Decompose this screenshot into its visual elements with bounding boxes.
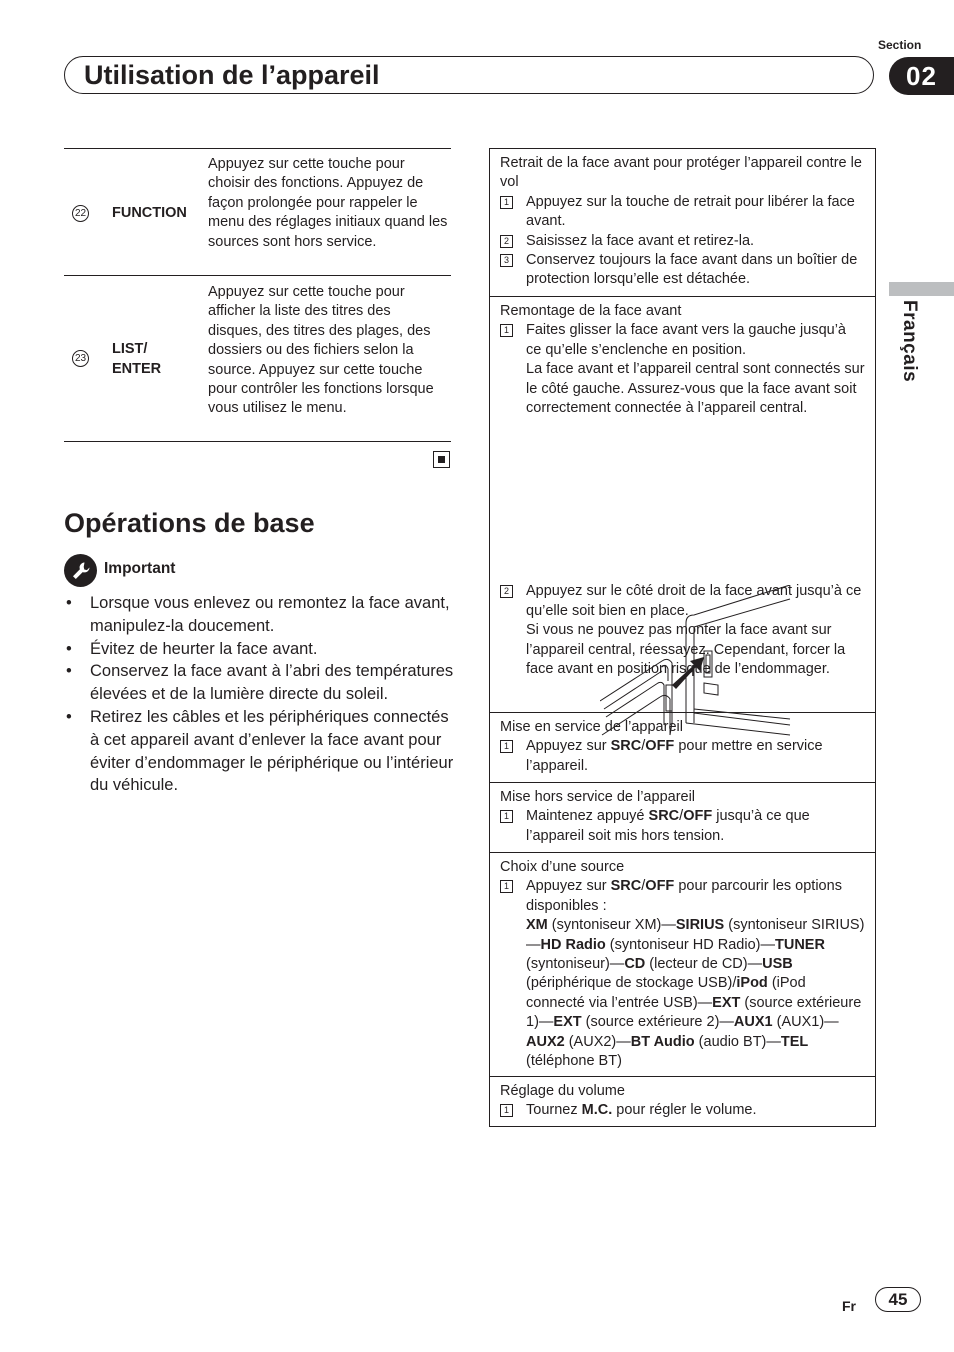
source-desc: (syntoniseur SIRIUS)—	[526, 917, 865, 953]
procedure-power-off	[489, 782, 876, 852]
section-label: Section	[878, 38, 922, 52]
step-text: pour parcourir les options disponibles :	[526, 878, 842, 914]
procedure-step	[500, 251, 865, 290]
source-desc: (syntoniseur)—	[526, 956, 625, 973]
step-text: Maintenez appuyé	[526, 808, 649, 825]
procedure-step	[500, 232, 865, 251]
table-rule	[489, 1126, 876, 1127]
step-number: 1	[500, 740, 513, 753]
source-name: iPod	[736, 975, 768, 992]
procedure-title: Réglage du volume	[500, 1083, 625, 1099]
key-description: Appuyez sur cette touche pour choisir des fonctions. Appuyez de façon prolongée pour rappeler le menu des réglages initiaux quand les sources sont hors service.	[208, 156, 448, 250]
step-text: jusqu’à ce que l’appareil soit mis hors tension.	[526, 808, 810, 844]
key-name: LIST/ ENTER	[112, 341, 162, 377]
procedure-step	[500, 1101, 865, 1120]
source-desc: (syntoniseur XM)—	[547, 917, 676, 934]
page-title: Utilisation de l’appareil	[84, 60, 380, 90]
source-name: EXT	[712, 994, 741, 1011]
source-desc: (téléphone BT)	[526, 1053, 622, 1070]
key-description: Appuyez sur cette touche pour afficher la liste des titres des disques, des titres des plages, des dossiers ou des fichiers selon la source. Appuyez sur cette touche pour contrôler les fonctions lorsque vous utilisez le menu.	[208, 284, 434, 417]
procedure-step	[500, 193, 865, 232]
source-desc: (audio BT)—	[694, 1033, 781, 1050]
source-name: AUX2	[526, 1033, 565, 1050]
source-desc: (AUX2)—	[564, 1033, 631, 1050]
source-name: XM	[526, 917, 548, 934]
key-mc: M.C.	[581, 1102, 613, 1119]
source-desc: (iPod connecté via l’entrée USB)—	[526, 975, 806, 1011]
key-off: OFF	[645, 738, 675, 755]
step-number: 2	[500, 235, 513, 248]
key-off: OFF	[683, 808, 713, 825]
source-desc: (source extérieure 2)—	[581, 1014, 734, 1031]
step-number: 1	[500, 810, 513, 823]
source-desc: (lecteur de CD)—	[645, 956, 763, 973]
procedure-reattach-faceplate	[489, 296, 876, 712]
procedure-title: Mise hors service de l’appareil	[500, 789, 696, 805]
procedure-title: Remontage de la face avant	[500, 303, 682, 319]
step-number: 3	[500, 254, 513, 267]
source-desc: (périphérique de stockage USB)/	[526, 975, 737, 992]
language-tab-bar	[889, 282, 954, 296]
source-desc: (source extérieure 1)—	[526, 994, 862, 1031]
step-number: 1	[500, 196, 513, 209]
source-desc: (syntoniseur HD Radio)—	[605, 936, 775, 953]
list-item: • Évitez de heurter la face avant.	[64, 638, 454, 661]
key-table-row	[64, 148, 451, 276]
procedure-title: Mise en service de l’appareil	[500, 719, 683, 735]
source-name: CD	[624, 956, 646, 973]
end-of-section-icon	[433, 451, 450, 468]
source-name: HD Radio	[540, 936, 606, 953]
source-desc: (AUX1)—	[772, 1014, 839, 1031]
procedure-power-on	[489, 712, 876, 782]
procedure-choose-source	[489, 852, 876, 1076]
source-name: TEL	[780, 1033, 809, 1050]
important-label: Important	[104, 560, 176, 577]
key-off: OFF	[645, 878, 675, 895]
important-bullet-list	[64, 592, 454, 797]
list-item: • Retirez les câbles et les périphériques connectés à cet appareil avant d’enlever la face avant pour éviter d’endommager le périphérique ou l’intérieur du véhicule.	[64, 706, 454, 797]
key-number: 22	[72, 205, 89, 222]
procedure-step	[500, 737, 865, 776]
step-text: Tournez	[526, 1102, 582, 1119]
source-name: EXT	[553, 1014, 582, 1031]
source-name: BT Audio	[630, 1033, 695, 1050]
table-rule	[64, 441, 451, 442]
list-item: • Conservez la face avant à l’abri des températures élevées et de la lumière directe du soleil.	[64, 660, 454, 706]
page-number: 45	[875, 1287, 921, 1312]
key-separator: /	[641, 878, 646, 895]
language-tab-label: Français	[899, 300, 920, 383]
key-src: SRC	[648, 808, 680, 825]
footer-language: Fr	[842, 1298, 856, 1314]
source-name: AUX1	[733, 1014, 773, 1031]
step-number: 1	[500, 324, 513, 337]
step-number: 1	[500, 880, 513, 893]
key-separator: /	[641, 738, 646, 755]
procedure-title: Retrait de la face avant pour protéger l’appareil contre le vol	[500, 155, 862, 191]
step-text: Saisissez la face avant et retirez-la.	[526, 232, 755, 249]
step-text: Appuyez sur le côté droit de la face avant jusqu’à ce qu’elle soit bien en place. Si vous ne pouvez pas monter la face avant sur l’appareil central, réessayez. Cependant, forcer la face avant en position risque de l’endommager.	[526, 583, 862, 678]
key-number: 23	[72, 350, 89, 367]
procedure-title: Choix d’une source	[500, 859, 625, 875]
source-list	[526, 916, 865, 1071]
procedure-volume	[489, 1076, 876, 1126]
step-number: 1	[500, 1104, 513, 1117]
procedure-step	[500, 321, 865, 418]
step-text: Faites glisser la face avant vers la gauche jusqu’à ce qu’elle s’enclenche en position. La face avant et l’appareil central sont connectés sur le côté gauche. Assurez-vous que la face avant soit correctement connectée à l’appareil central.	[526, 322, 865, 417]
step-text: Appuyez sur	[526, 878, 611, 895]
step-number: 2	[500, 585, 513, 598]
step-text: pour régler le volume.	[612, 1102, 757, 1119]
procedure-step	[500, 877, 865, 1071]
step-text: Conservez toujours la face avant dans un boîtier de protection lorsqu’elle est détachée.	[526, 252, 858, 288]
source-name: TUNER	[774, 936, 825, 953]
key-separator: /	[679, 808, 684, 825]
procedure-step	[500, 582, 865, 679]
procedure-remove-faceplate	[489, 148, 876, 296]
section-heading: Opérations de base	[64, 508, 315, 538]
key-name: FUNCTION	[112, 205, 187, 221]
section-number-tab: 02	[889, 57, 954, 95]
step-text: pour mettre en service l’appareil.	[526, 738, 823, 774]
key-src: SRC	[610, 738, 642, 755]
key-table-row	[64, 275, 451, 442]
procedure-step	[500, 807, 865, 846]
step-text: Appuyez sur la touche de retrait pour libérer la face avant.	[526, 193, 855, 230]
list-item: • Lorsque vous enlevez ou remontez la face avant, manipulez-la doucement.	[64, 592, 454, 638]
source-name: USB	[762, 956, 793, 973]
step-text: Appuyez sur	[526, 738, 611, 755]
source-name: SIRIUS	[675, 917, 725, 934]
important-wrench-icon	[64, 554, 97, 587]
key-src: SRC	[610, 878, 642, 895]
